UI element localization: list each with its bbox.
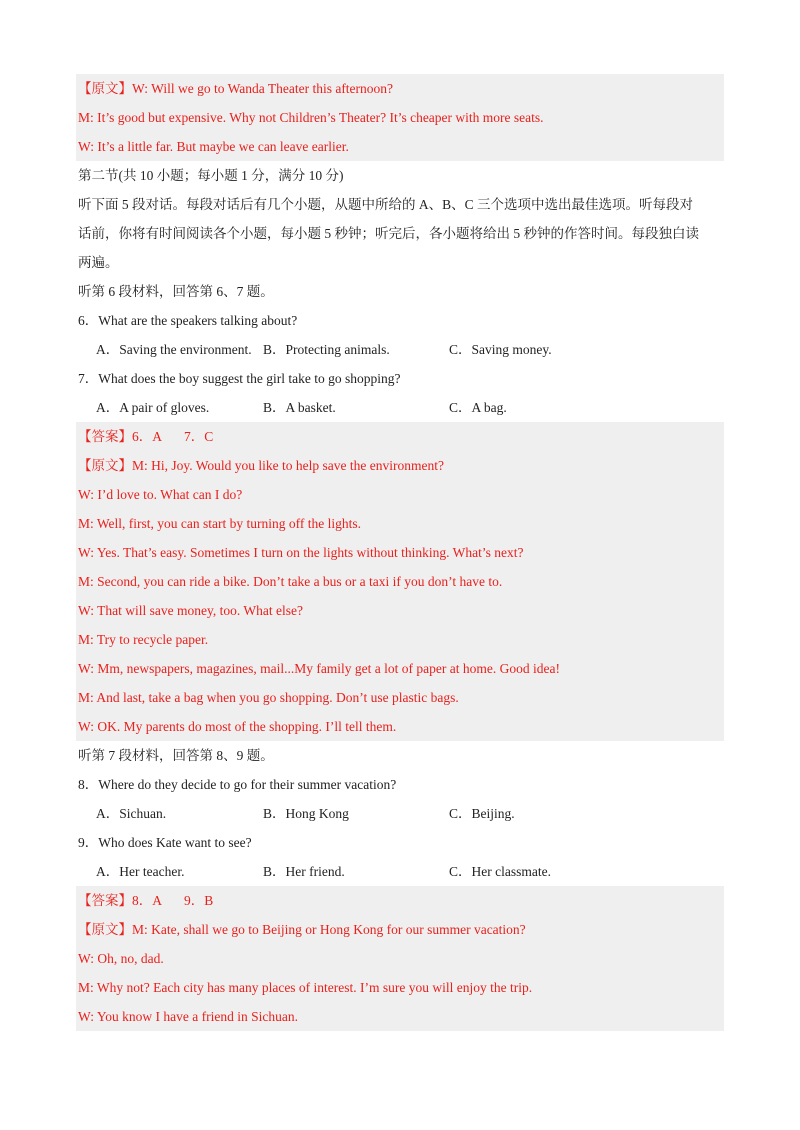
answer-8: 8．A: [132, 893, 162, 908]
answer-9: 9．B: [184, 893, 214, 908]
question-6-options: [76, 335, 724, 364]
question-7-options: [76, 393, 724, 422]
question-9: 9．Who does Kate want to see?: [78, 835, 252, 850]
transcript-line: 【原文】W: Will we go to Wanda Theater this afternoon?: [78, 81, 394, 96]
option-b: B．Hong Kong: [263, 806, 349, 821]
transcript-line: W: I’d love to. What can I do?: [78, 487, 243, 502]
option-c: C．A bag.: [449, 400, 507, 415]
transcript-tag: 【原文】: [78, 458, 132, 473]
option-b: B．A basket.: [263, 400, 336, 415]
option-a: A．Her teacher.: [96, 864, 185, 879]
question-7: 7．What does the boy suggest the girl take to go shopping?: [78, 371, 401, 386]
transcript-line: 【原文】M: Hi, Joy. Would you like to help save the environment?: [78, 458, 444, 473]
section-heading: 第二节(共 10 小题；每小题 1 分，满分 10 分): [78, 168, 344, 183]
option-a: A．Saving the environment.: [96, 342, 252, 357]
question-6: 6．What are the speakers talking about?: [78, 313, 298, 328]
option-c: C．Beijing.: [449, 806, 515, 821]
question-9-options: [76, 857, 724, 886]
transcript-tag: 【原文】: [78, 81, 132, 96]
transcript-line: M: Second, you can ride a bike. Don’t take a bus or a taxi if you don’t have to.: [78, 574, 503, 589]
answer-block-8-9: [76, 886, 724, 1031]
option-b: B．Protecting animals.: [263, 342, 390, 357]
option-a: A．A pair of gloves.: [96, 400, 210, 415]
transcript-block-5: [76, 74, 724, 161]
answer-line: [76, 886, 724, 915]
option-a: A．Sichuan.: [96, 806, 167, 821]
transcript-line: W: Yes. That’s easy. Sometimes I turn on the lights without thinking. What’s next?: [78, 545, 524, 560]
answer-tag: 【答案】: [78, 893, 132, 908]
answer-line: [76, 422, 724, 451]
answer-7: 7．C: [184, 429, 214, 444]
option-b: B．Her friend.: [263, 864, 345, 879]
transcript-line: M: It’s good but expensive. Why not Children’s Theater? It’s cheaper with more seats.: [78, 110, 544, 125]
transcript-line: W: It’s a little far. But maybe we can leave earlier.: [78, 139, 349, 154]
option-c: C．Her classmate.: [449, 864, 551, 879]
transcript-line: W: That will save money, too. What else?: [78, 603, 303, 618]
instruction-line: 两遍。: [78, 255, 119, 270]
transcript-line: M: Why not? Each city has many places of interest. I’m sure you will enjoy the trip.: [78, 980, 533, 995]
question-8-options: [76, 799, 724, 828]
answer-block-6-7: [76, 422, 724, 741]
passage-intro: 听第 7 段材料，回答第 8、9 题。: [78, 748, 274, 763]
instruction-line: 听下面 5 段对话。每段对话后有几个小题，从题中所给的 A、B、C 三个选项中选出最佳选项。听每段对: [78, 197, 694, 212]
instruction-line: 话前，你将有时间阅读各个小题，每小题 5 秒钟；听完后，各小题将给出 5 秒钟的作答时间。每段独白读: [78, 226, 699, 241]
transcript-line: W: Mm, newspapers, magazines, mail...My family get a lot of paper at home. Good idea!: [78, 661, 560, 676]
transcript-line: W: You know I have a friend in Sichuan.: [78, 1009, 298, 1024]
document-content: [76, 74, 724, 1031]
answer-6: 6．A: [132, 429, 162, 444]
transcript-tag: 【原文】: [78, 922, 132, 937]
transcript-line: M: Try to recycle paper.: [78, 632, 209, 647]
transcript-line: M: Well, first, you can start by turning off the lights.: [78, 516, 362, 531]
question-8: 8．Where do they decide to go for their summer vacation?: [78, 777, 397, 792]
answer-tag: 【答案】: [78, 429, 132, 444]
transcript-line: M: And last, take a bag when you go shopping. Don’t use plastic bags.: [78, 690, 459, 705]
transcript-line: 【原文】M: Kate, shall we go to Beijing or Hong Kong for our summer vacation?: [78, 922, 526, 937]
transcript-line: W: OK. My parents do most of the shopping. I’ll tell them.: [78, 719, 397, 734]
option-c: C．Saving money.: [449, 342, 552, 357]
transcript-line: W: Oh, no, dad.: [78, 951, 164, 966]
passage-intro: 听第 6 段材料，回答第 6、7 题。: [78, 284, 274, 299]
